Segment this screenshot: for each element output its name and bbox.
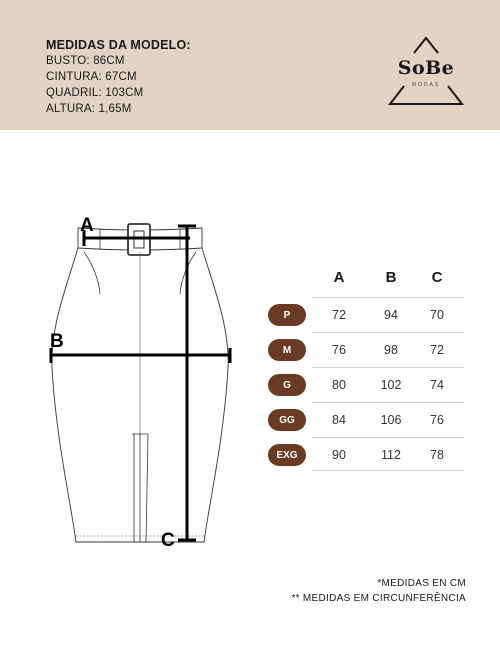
measure-label-c: C: [161, 530, 175, 551]
column-header-b: B: [385, 269, 397, 286]
brand-logo: [384, 36, 468, 108]
cell-b: 98: [384, 343, 398, 357]
table-row: [268, 367, 468, 401]
skirt-diagram: [40, 208, 240, 558]
column-header-c: C: [431, 269, 443, 286]
footnote-circumference: ** MEDIDAS EM CIRCUNFERÊNCIA: [291, 593, 466, 604]
table-row: [268, 437, 468, 471]
cell-a: 80: [332, 378, 346, 392]
header-banner: [0, 0, 500, 130]
size-badge: GG: [268, 409, 306, 431]
model-height: ALTURA: 1,65M: [46, 103, 132, 115]
size-badge: P: [268, 304, 306, 326]
cell-a: 84: [332, 413, 346, 427]
measure-label-a: A: [80, 215, 94, 236]
cell-a: 72: [332, 308, 346, 322]
brand-name: SoBe: [397, 57, 455, 79]
size-badge: M: [268, 339, 306, 361]
size-badge: EXG: [268, 444, 306, 466]
cell-c: 70: [430, 308, 444, 322]
column-header-a: A: [333, 269, 345, 286]
model-bust: BUSTO: 86CM: [46, 55, 125, 67]
cell-c: 72: [430, 343, 444, 357]
cell-b: 112: [381, 448, 401, 462]
measure-label-b: B: [50, 331, 64, 352]
footnote-units: *MEDIDAS EN CM: [377, 578, 466, 589]
table-row: [268, 297, 468, 331]
skirt-drawing: [40, 208, 240, 558]
table-row: [268, 402, 468, 436]
model-hip: QUADRIL: 103CM: [46, 87, 144, 99]
cell-b: 102: [380, 378, 402, 392]
cell-c: 78: [430, 448, 444, 462]
size-badge: G: [268, 374, 306, 396]
cell-b: 94: [384, 308, 398, 322]
model-measurements-title: MEDIDAS DA MODELO:: [46, 38, 191, 52]
cell-c: 76: [430, 413, 444, 427]
model-waist: CINTURA: 67CM: [46, 71, 137, 83]
cell-a: 76: [332, 343, 346, 357]
cell-b: 106: [380, 413, 402, 427]
table-divider: [312, 470, 464, 471]
brand-subtitle: MODAS: [411, 82, 441, 88]
table-row: [268, 332, 468, 366]
cell-c: 74: [430, 378, 444, 392]
cell-a: 90: [332, 448, 346, 462]
